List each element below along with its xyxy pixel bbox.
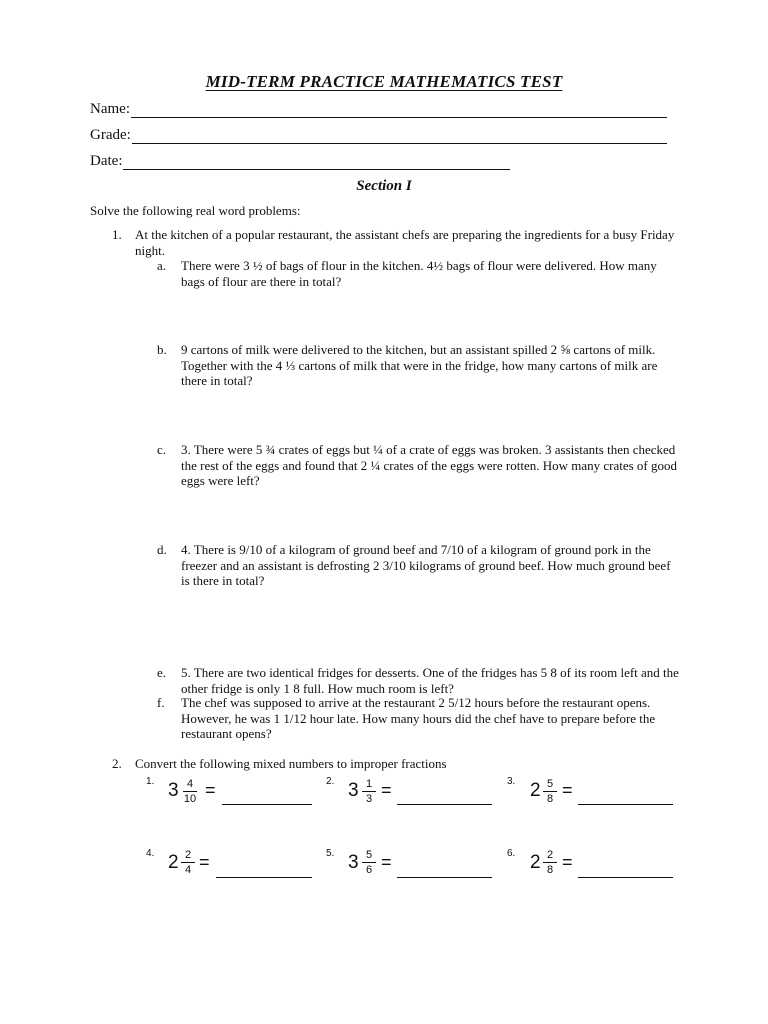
test-title: MID-TERM PRACTICE MATHEMATICS TEST [205, 72, 563, 91]
part-text: 9 cartons of milk were delivered to the kitchen, but an assistant spilled 2 ⅝ cartons of milk. Together with the 4 ⅓ cartons of milk that were in the fridge, how many cartons of milk are there in total? [181, 342, 658, 388]
fraction [181, 849, 195, 876]
numerator: 5 [546, 778, 554, 790]
part-letter: e. [157, 665, 167, 680]
item-number: 4. [146, 848, 155, 859]
whole-number: 3 [348, 852, 359, 873]
section-title: Section I [356, 178, 412, 194]
whole-number: 2 [168, 852, 179, 873]
numerator: 5 [365, 849, 373, 861]
denominator: 4 [184, 864, 192, 876]
part-text: 5. There are two identical fridges for desserts. One of the fridges has 5 8 of its room left and the other fridge is only 1 8 full. How much room is left? [181, 665, 679, 696]
equals-sign: = [205, 780, 216, 800]
answer-blank[interactable] [397, 876, 492, 878]
equals-sign: = [199, 852, 210, 872]
whole-number: 2 [530, 852, 541, 873]
part-text: There were 3 ½ of bags of flour in the kitchen. 4½ bags of flour were delivered. How many bags of flour are there in total? [181, 258, 657, 289]
fraction-bar [362, 791, 376, 792]
fraction-bar [543, 862, 557, 863]
answer-blank[interactable] [222, 803, 312, 805]
numerator: 4 [186, 778, 194, 790]
answer-blank[interactable] [216, 876, 312, 878]
denominator: 8 [546, 793, 554, 805]
numerator: 2 [546, 849, 554, 861]
grade-blank[interactable] [132, 129, 667, 144]
part-text: The chef was supposed to arrive at the restaurant 2 5/12 hours before the restaurant opens. However, he was 1 1/12 hour late. How many hours did the chef have to prepare before the restaurant opens? [181, 695, 656, 741]
fraction [183, 778, 197, 805]
grade-label: Grade: [90, 127, 131, 143]
part-letter: f. [157, 695, 165, 710]
date-blank[interactable] [123, 155, 510, 170]
item-number: 2. [326, 776, 335, 787]
fraction-bar [543, 791, 557, 792]
denominator: 8 [546, 864, 554, 876]
question-text: At the kitchen of a popular restaurant, the assistant chefs are preparing the ingredients for a busy Friday night. [135, 227, 675, 258]
denominator: 10 [183, 793, 197, 805]
fraction [543, 849, 557, 876]
equals-sign: = [562, 780, 573, 800]
answer-blank[interactable] [397, 803, 492, 805]
answer-blank[interactable] [578, 876, 673, 878]
part-letter: a. [157, 258, 167, 273]
name-blank[interactable] [131, 103, 667, 118]
whole-number: 3 [168, 780, 179, 801]
question-number: 1. [112, 227, 122, 242]
denominator: 3 [365, 793, 373, 805]
part-letter: b. [157, 342, 167, 357]
name-field [90, 101, 667, 118]
question-text: Convert the following mixed numbers to improper fractions [135, 756, 447, 771]
item-number: 1. [146, 776, 155, 787]
question-number: 2. [112, 756, 122, 771]
fraction [362, 778, 376, 805]
part-text: 4. There is 9/10 of a kilogram of ground beef and 7/10 of a kilogram of ground pork in the freezer and an assistant is defrosting 2 3/10 kilograms of ground beef. How much ground beef is there in total? [181, 542, 671, 588]
item-number: 6. [507, 848, 516, 859]
fraction-bar [181, 862, 195, 863]
equals-sign: = [562, 852, 573, 872]
numerator: 2 [184, 849, 192, 861]
numerator: 1 [365, 778, 373, 790]
grade-field [90, 127, 667, 144]
part-letter: d. [157, 542, 167, 557]
fraction-bar [183, 791, 197, 792]
answer-blank[interactable] [578, 803, 673, 805]
whole-number: 2 [530, 780, 541, 801]
whole-number: 3 [348, 780, 359, 801]
item-number: 5. [326, 848, 335, 859]
fraction-bar [362, 862, 376, 863]
fraction [543, 778, 557, 805]
item-number: 3. [507, 776, 516, 787]
date-label: Date: [90, 153, 123, 169]
equals-sign: = [381, 852, 392, 872]
section-instruction: Solve the following real word problems: [90, 203, 301, 218]
name-label: Name: [90, 101, 130, 117]
date-field [90, 153, 510, 170]
fraction [362, 849, 376, 876]
equals-sign: = [381, 780, 392, 800]
part-letter: c. [157, 442, 167, 457]
part-text: 3. There were 5 ¾ crates of eggs but ¼ of a crate of eggs was broken. 3 assistants then checked the rest of the eggs and found that 2 ¼ crates of the eggs were rotten. How many crates of good eggs were left? [181, 442, 678, 488]
denominator: 6 [365, 864, 373, 876]
